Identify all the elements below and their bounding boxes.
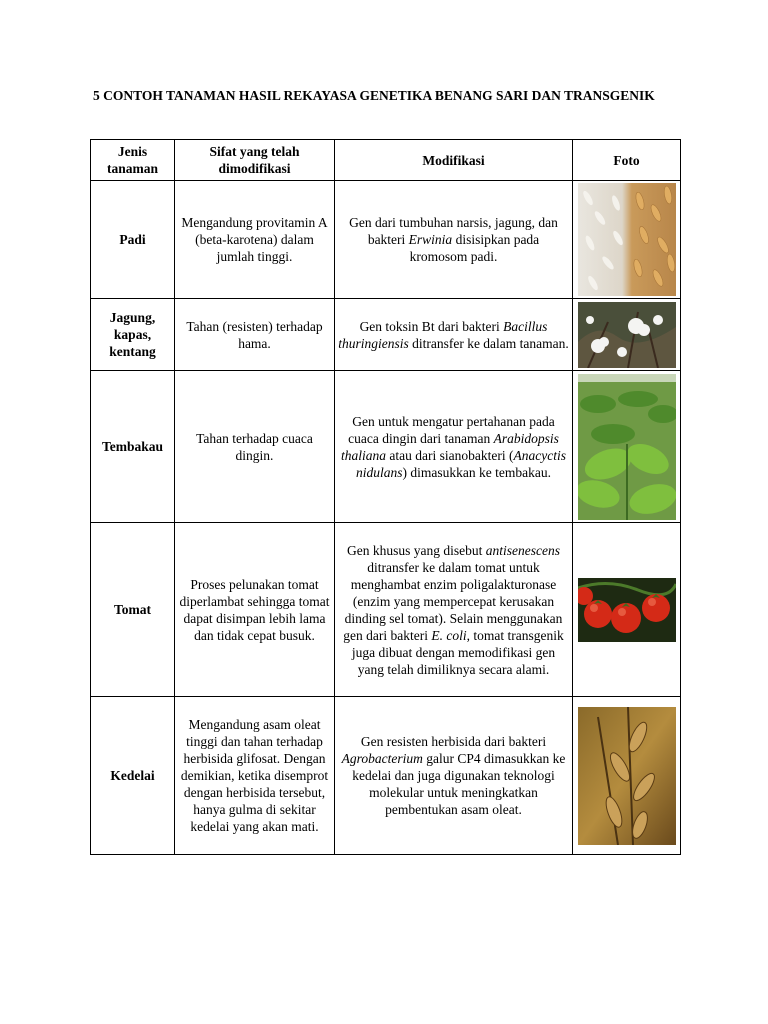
header-photo: Foto — [573, 140, 681, 181]
italic-term: Bacillus thuringiensis — [338, 318, 548, 351]
text-segment: Gen resisten herbisida dari bakteri — [360, 734, 547, 749]
text-segment: ) dimasukkan ke tembakau. — [402, 464, 551, 480]
table-row — [91, 523, 681, 697]
plant-name: Tomat — [91, 523, 175, 697]
text-segment: atau dari sianobakteri ( — [386, 447, 514, 463]
modification-text — [335, 371, 573, 523]
text-segment: , tomat transgenik juga dibuat dengan memodifikasi gen yang telah dimiliknya secara alami. — [351, 627, 564, 677]
table-header-row — [91, 140, 681, 181]
tomatoes-photo — [578, 578, 676, 642]
modification-text — [335, 299, 573, 371]
table-row — [91, 371, 681, 523]
rice-grains-photo — [578, 183, 676, 296]
plant-name: Tembakau — [91, 371, 175, 523]
photo-cell — [573, 523, 681, 697]
text-segment: Gen dari tumbuhan narsis, jagung, dan bakteri — [349, 215, 558, 247]
photo-cell — [573, 299, 681, 371]
italic-term: antisenescens — [485, 542, 560, 558]
soybean-pods-photo — [578, 707, 676, 845]
header-plant-type: Jenis tanaman — [91, 140, 175, 181]
italic-term: Agrobacterium — [341, 751, 423, 766]
plant-name: Jagung, kapas, kentang — [91, 299, 175, 371]
modified-trait: Tahan terhadap cuaca dingin. — [175, 371, 335, 523]
photo-cell — [573, 371, 681, 523]
italic-term: Arabidopsis thaliana — [341, 430, 559, 463]
text-segment: Gen khusus yang disebut — [347, 542, 486, 558]
text-segment: Gen untuk mengatur pertahanan pada cuaca dingin dari tanaman — [348, 413, 555, 446]
document-title: 5 CONTOH TANAMAN HASIL REKAYASA GENETIKA BENANG SARI DAN TRANSGENIK — [93, 88, 655, 103]
text-segment: disisipkan pada kromosom padi. — [409, 232, 540, 264]
photo-cell — [573, 697, 681, 855]
text-segment: ditransfer ke dalam tanaman. — [408, 335, 569, 351]
photo-cell — [573, 181, 681, 299]
modification-text — [335, 181, 573, 299]
modification-text — [335, 697, 573, 855]
gmo-plants-table — [90, 139, 681, 855]
plant-name: Padi — [91, 181, 175, 299]
italic-term: E. coli — [431, 627, 467, 643]
italic-term: Anacyctis nidulans — [356, 447, 566, 480]
table-row — [91, 299, 681, 371]
text-segment: Gen toksin Bt dari bakteri — [359, 318, 504, 334]
header-modified-trait: Sifat yang telah dimodifikasi — [175, 140, 335, 181]
table-row — [91, 697, 681, 855]
modified-trait: Mengandung provitamin A (beta-karotena) dalam jumlah tinggi. — [175, 181, 335, 299]
modified-trait: Tahan (resisten) terhadap hama. — [175, 299, 335, 371]
modified-trait: Mengandung asam oleat tinggi dan tahan terhadap herbisida glifosat. Dengan demikian, ketika disemprot dengan herbisida tersebut, hanya gulma di sekitar kedelai yang akan mati. — [175, 697, 335, 855]
italic-term: Erwinia — [408, 232, 453, 247]
table-row — [91, 181, 681, 299]
plant-name: Kedelai — [91, 697, 175, 855]
text-segment: ditransfer ke dalam tomat untuk menghambat enzim poligalakturonase (enzim yang mempercepat kerusakan dinding sel tomat). Selain menggunakan gen dari bakteri — [343, 559, 563, 643]
tobacco-field-photo — [578, 374, 676, 520]
header-modification: Modifikasi — [335, 140, 573, 181]
modification-text — [335, 523, 573, 697]
modified-trait: Proses pelunakan tomat diperlambat sehingga tomat dapat disimpan lebih lama dan tidak cepat busuk. — [175, 523, 335, 697]
text-segment: galur CP4 dimasukkan ke kedelai dan juga digunakan teknologi molekular untuk meningkatkan pembentukan asam oleat. — [352, 751, 566, 817]
cotton-plant-photo — [578, 302, 676, 368]
